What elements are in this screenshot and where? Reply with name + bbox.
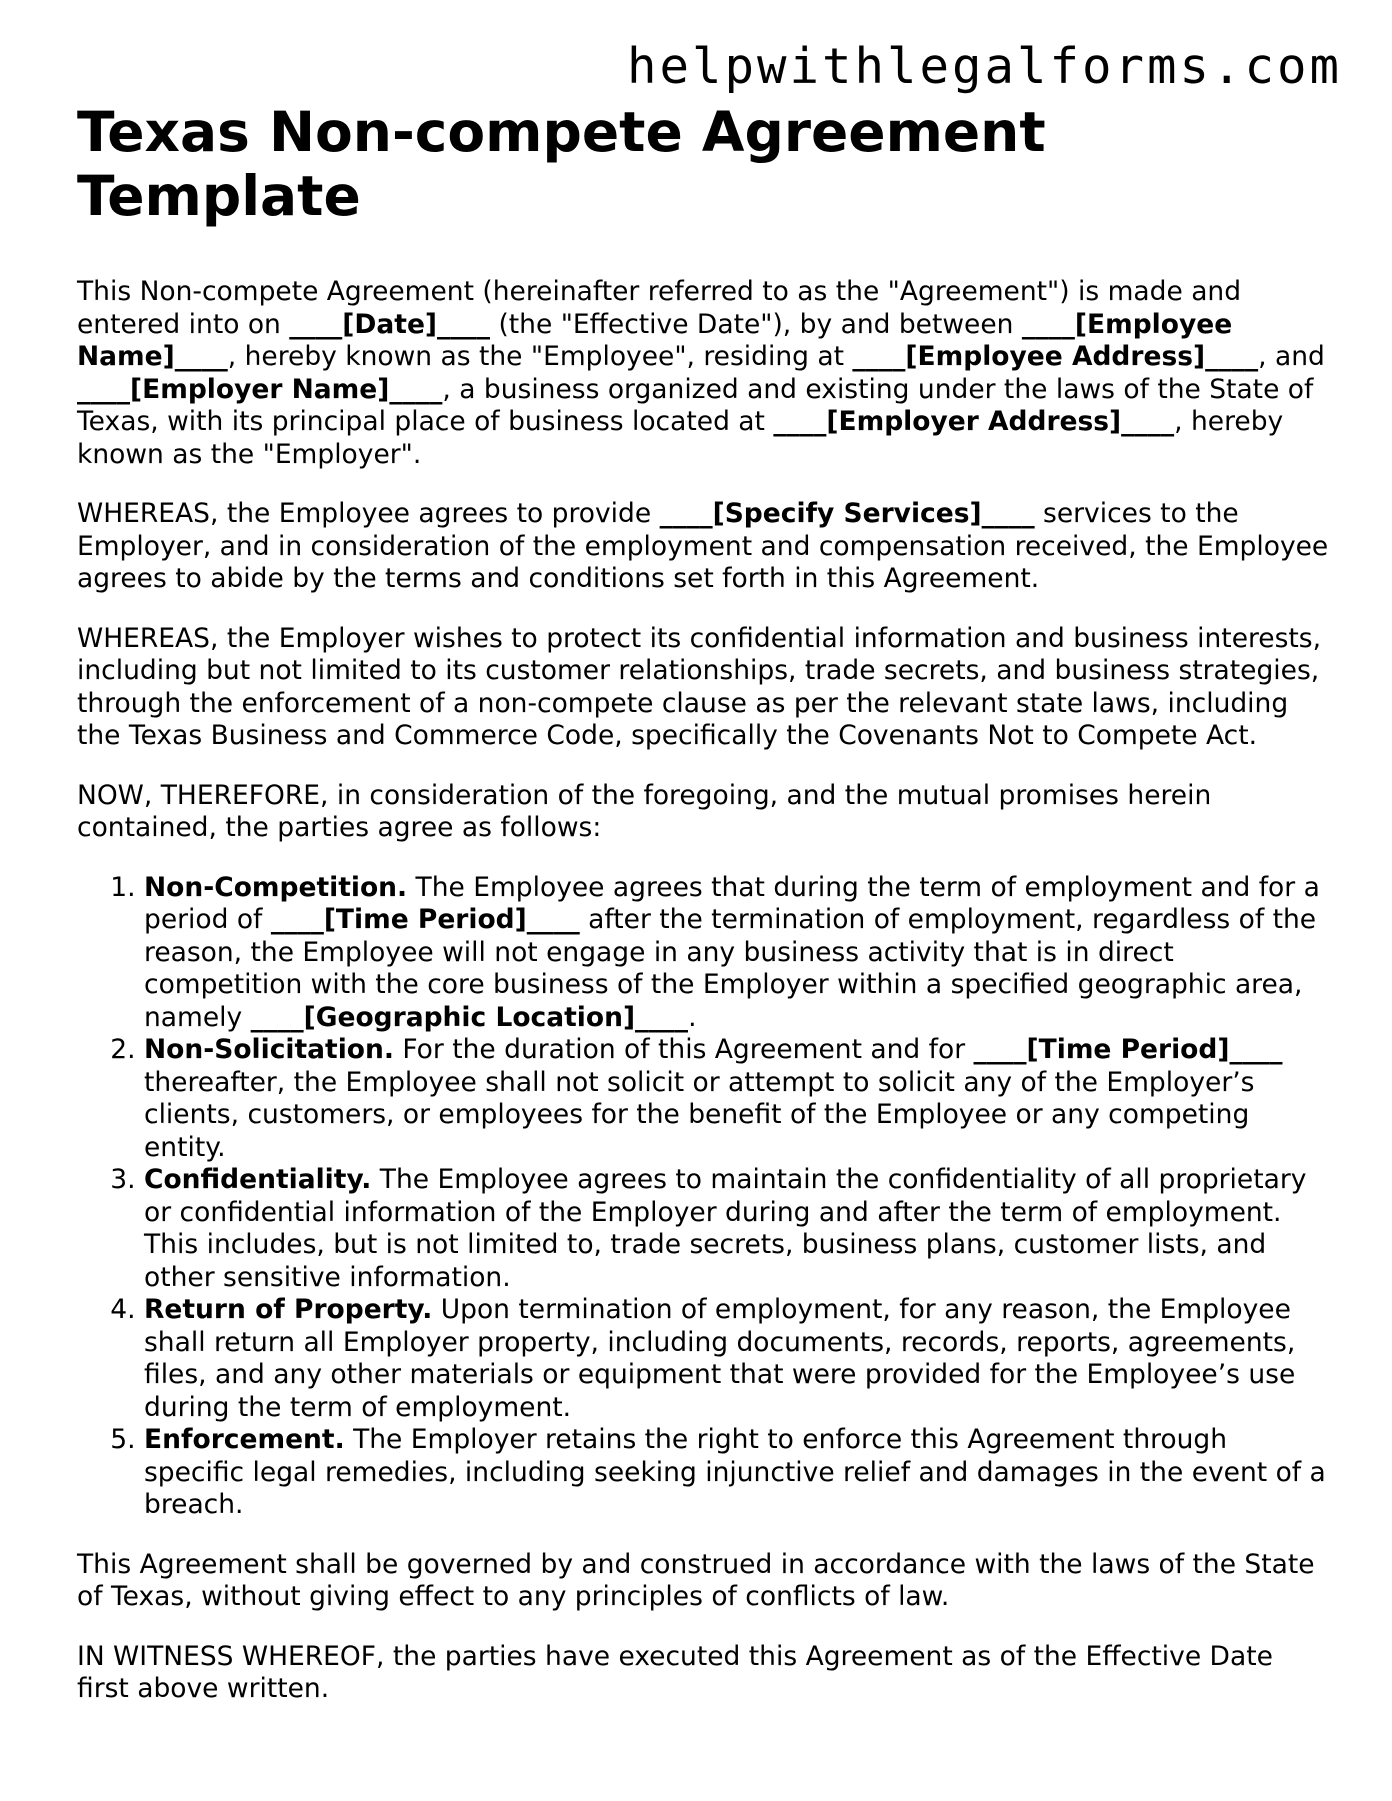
clause-heading: Enforcement. — [144, 1424, 345, 1455]
intro-text: , a business organized and existing under the laws of the State of Texas, with its principal place of business located at — [77, 373, 1314, 437]
time-period-field: ____[Time Period]____ — [270, 904, 580, 935]
clause-text: The Employee agrees that during the term of employment and for a period of — [144, 871, 1320, 935]
clause-heading: Non-Solicitation. — [144, 1034, 394, 1065]
document-page — [77, 100, 1329, 1733]
clause-heading: Return of Property. — [144, 1294, 433, 1325]
intro-text: , and — [1258, 341, 1325, 372]
services-field: ____[Specify Services]____ — [659, 498, 1035, 529]
clause-text: The Employee agrees to maintain the confidentiality of all proprietary or confidential information of the Employer during and after the term of employment. This includes, but is not limited to, trade secrets, business plans, customer lists, and other sensitive information. — [144, 1164, 1307, 1293]
intro-text: (the "Effective Date"), by and between — [490, 308, 1022, 340]
date-field: ____[Date]____ — [289, 308, 491, 340]
whereas-text: services to the Employer, and in consideration of the employment and compensation received, the Employee agrees to abide by the terms and conditions set forth in this Agreement. — [77, 498, 1329, 594]
now-therefore-paragraph: NOW, THEREFORE, in consideration of the foregoing, and the mutual promises herein contained, the parties agree as follows: — [77, 779, 1212, 843]
time-period-field: ____[Time Period]____ — [973, 1034, 1283, 1065]
clause-text: For the duration of this Agreement and for — [393, 1034, 974, 1065]
whereas-services-paragraph — [77, 498, 1329, 596]
intro-text: , hereby known as the "Employee", residing at — [227, 341, 853, 372]
document-title: Texas Non-compete Agreement Template — [77, 100, 1046, 228]
clauses-list — [77, 872, 1329, 1522]
clause-heading: Non-Competition. — [144, 871, 408, 903]
watermark: helpwithlegalforms.com — [626, 38, 1342, 95]
clause-enforcement — [144, 1424, 1329, 1522]
whereas-protection-paragraph: WHEREAS, the Employer wishes to protect its confidential information and business interests, including but not limited to its customer relationships, trade secrets, and business strategies, through the enforcement of a non-compete clause as per the relevant state laws, including the Texas Business and Commerce Code, specifically the Covenants Not to Compete Act. — [77, 622, 1322, 751]
employee-address-field: ____[Employee Address]____ — [852, 341, 1259, 372]
clause-text: Upon termination of employment, for any reason, the Employee shall return all Employer property, including documents, records, reports, agreements, files, and any other materials or equipment that were provided for the Employee’s use during the term of employment. — [144, 1294, 1296, 1423]
whereas-text: WHEREAS, the Employee agrees to provide — [77, 498, 660, 529]
geographic-location-field: ____[Geographic Location]____ — [250, 1001, 689, 1033]
clause-non-competition — [144, 872, 1329, 1035]
clause-confidentiality — [144, 1164, 1329, 1294]
intro-text: , hereby known as the "Employer". — [77, 406, 1284, 470]
clause-text: after the termination of employment, regardless of the reason, the Employee will not engage in any business activity that is in direct competition with the core business of the Employer within a specified geographic area, namely — [144, 904, 1317, 1033]
intro-paragraph — [77, 276, 1329, 471]
clause-non-solicitation — [144, 1034, 1329, 1164]
clause-text: . — [688, 1001, 697, 1033]
intro-text: This Non-compete Agreement (hereinafter referred to as the "Agreement") is made and entered into on — [77, 276, 1242, 340]
clause-text: thereafter, the Employee shall not solicit or attempt to solicit any of the Employer’s clients, customers, or employees for the benefit of the Employee or any competing entity. — [144, 1066, 1255, 1163]
governing-law-paragraph: This Agreement shall be governed by and construed in accordance with the laws of the State of Texas, without giving effect to any principles of conflicts of law. — [77, 1548, 1315, 1612]
employer-address-field: ____[Employer Address]____ — [773, 406, 1175, 437]
employer-name-field: ____[Employer Name]____ — [77, 373, 443, 405]
employee-name-field: ____[Employee Name]____ — [77, 308, 1233, 372]
witness-paragraph: IN WITNESS WHEREOF, the parties have executed this Agreement as of the Effective Date first above written. — [77, 1640, 1273, 1704]
clause-return-of-property — [144, 1294, 1329, 1424]
clause-heading: Confidentiality. — [144, 1164, 372, 1195]
clause-text: The Employer retains the right to enforce this Agreement through specific legal remedies, including seeking injunctive relief and damages in the event of a breach. — [144, 1424, 1326, 1520]
